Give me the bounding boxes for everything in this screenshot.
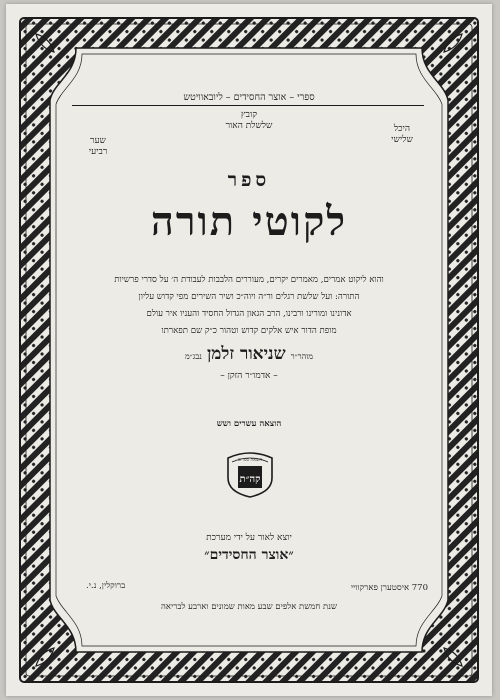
year-line: שנת חמשת אלפים שבע מאות שמונים וארבע לבריאה <box>161 602 337 612</box>
shaar-label: שער רביעי <box>88 136 108 157</box>
author-name: שניאור זלמן <box>206 344 286 364</box>
sefer-label: ספר <box>227 169 271 191</box>
collection-label: קובץ שלשלת האור <box>225 110 273 131</box>
hechal-label: היכל שלישי <box>391 124 413 145</box>
header-rule <box>72 105 424 106</box>
main-title: לקוטי תורה <box>150 198 348 245</box>
kehot-logo-icon <box>224 448 276 498</box>
author-title: – אדמו״ר הזקן – <box>220 371 278 381</box>
edition-label: הוצאה עשרים ושש <box>216 419 282 429</box>
publisher-intro: יוצא לאור על ידי מערכת <box>206 533 292 543</box>
city-label: ברוקלין, נ.י. <box>86 581 126 591</box>
title-page <box>6 4 492 696</box>
svg-text:קה״ת: קה״ת <box>239 474 261 485</box>
address-label: 770 איסטערן פארקוויי <box>350 583 428 593</box>
author-line: מוהר״ר שניאור זלמן נבג״מ <box>184 344 314 364</box>
svg-text:הוצאת ספרים: הוצאת ספרים <box>237 458 263 463</box>
publisher-name: ״אוצר החסידים״ <box>204 547 294 563</box>
series-line: ספרי – אוצר החסידים – ליובאוויטש <box>183 92 315 103</box>
description: והוא ליקוט אמרים, מאמרים יקרים, מעוררים הלבבות לעבודת ה׳ על סדרי פרשיות התורה: ועל שלשת רגלים ור״ה ויוה״כ ושיר השירים מפי קדוש עליון אדונינו ומורינו ורבינו, הרב הגאון הגדול החסיד והעניו איר עולם מופת הדור איש אלקים קדוש וטהור כ״ק שם תפארתו <box>114 275 384 336</box>
